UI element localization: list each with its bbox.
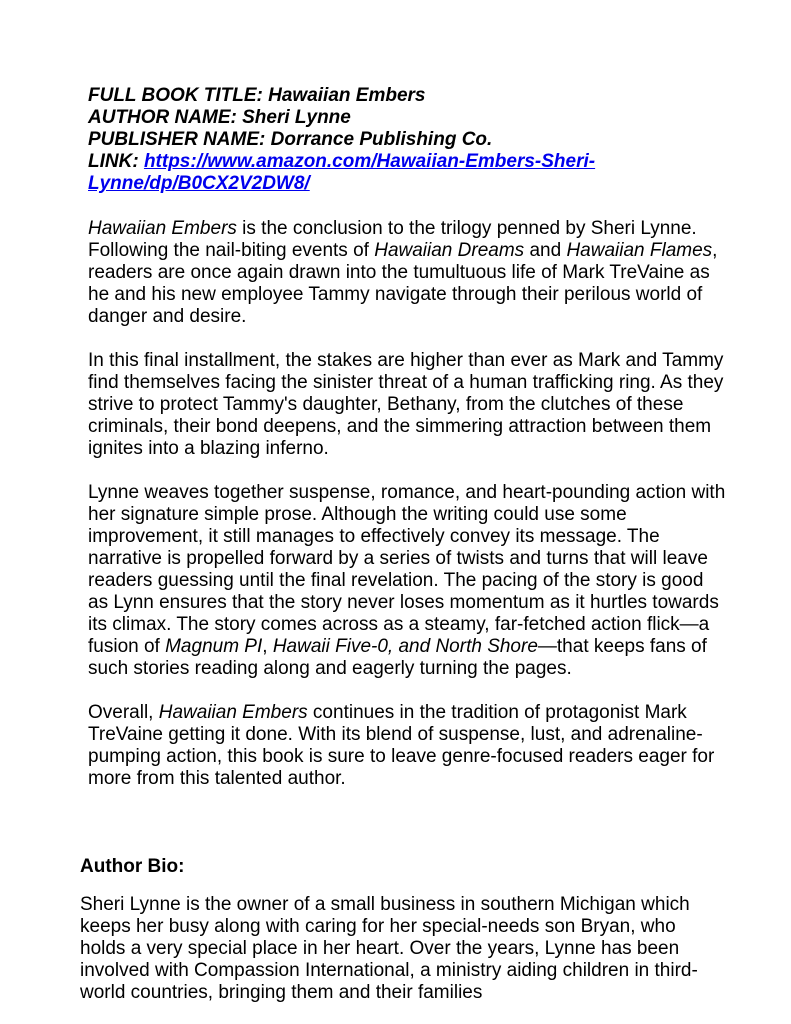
author-bio-text: Sheri Lynne is the owner of a small business in southern Michigan which keeps her busy along with caring for her special-needs son Bryan, who holds a very special place in her heart. Over the years, Lynne has been involved with Compassion International, a ministry aiding children in third-world countries, bringing them and their families	[80, 894, 698, 1003]
review-paragraph-3	[88, 482, 728, 680]
publisher-name-line: PUBLISHER NAME: Dorrance Publishing Co.	[88, 129, 493, 150]
book-info-header	[88, 85, 728, 195]
book-title-line: FULL BOOK TITLE: Hawaiian Embers	[88, 85, 426, 106]
show-title-italic: Hawaii Five-0, and North Shore	[272, 636, 538, 657]
author-bio-section	[80, 894, 720, 1004]
author-name-line: AUTHOR NAME: Sheri Lynne	[88, 107, 351, 128]
show-title-italic: Magnum PI	[165, 636, 263, 657]
amazon-link-part2: Lynne/dp/B0CX2V2DW8/	[88, 173, 310, 194]
text-span: is the conclusion to the trilogy penned by Sheri Lynne. Following the nail-biting events of	[88, 218, 697, 261]
text-span: and	[524, 240, 567, 261]
text-span: continues in the tradition of protagonist Mark TreVaine getting it done. With its blend of suspense, lust, and adrenaline-pumping action, this book is sure to leave genre-focused readers eager for more from this talented author.	[88, 702, 715, 789]
review-body	[88, 218, 728, 812]
book-title-italic: Hawaiian Flames	[566, 240, 713, 261]
text-span: ,	[262, 636, 273, 657]
amazon-link[interactable]	[88, 151, 595, 194]
review-paragraph-1	[88, 218, 728, 328]
link-line	[88, 151, 728, 195]
book-title-italic: Hawaiian Dreams	[374, 240, 525, 261]
book-title-italic: Hawaiian Embers	[88, 218, 237, 239]
text-span: —that keeps fans of such stories reading along and eagerly turning the pages.	[88, 636, 707, 679]
amazon-link-part1: https://www.amazon.com/Hawaiian-Embers-Sheri-	[143, 151, 596, 172]
review-paragraph-4	[88, 702, 728, 790]
text-span: Lynne weaves together suspense, romance, and heart-pounding action with her signature simple prose. Although the writing could use some improvement, it still manages to effectively convey its message. The narrative is propelled forward by a series of twists and turns that will leave readers guessing until the final revelation. The pacing of the story is good as Lynn ensures that the story never loses momentum as it hurtles towards its climax. The story comes across as a steamy, far-fetched action flick—a fusion of	[88, 482, 726, 657]
text-span: Overall,	[88, 702, 159, 723]
author-bio-heading: Author Bio:	[80, 856, 185, 877]
link-label: LINK:	[88, 151, 144, 172]
book-title-italic: Hawaiian Embers	[158, 702, 308, 723]
text-span: , readers are once again drawn into the tumultuous life of Mark TreVaine as he and his new employee Tammy navigate through their perilous world of danger and desire.	[88, 240, 718, 327]
review-paragraph-2: In this final installment, the stakes are higher than ever as Mark and Tammy find themselves facing the sinister threat of a human trafficking ring. As they strive to protect Tammy's daughter, Bethany, from the clutches of these criminals, their bond deepens, and the simmering attraction between them ignites into a blazing inferno.	[88, 350, 724, 459]
